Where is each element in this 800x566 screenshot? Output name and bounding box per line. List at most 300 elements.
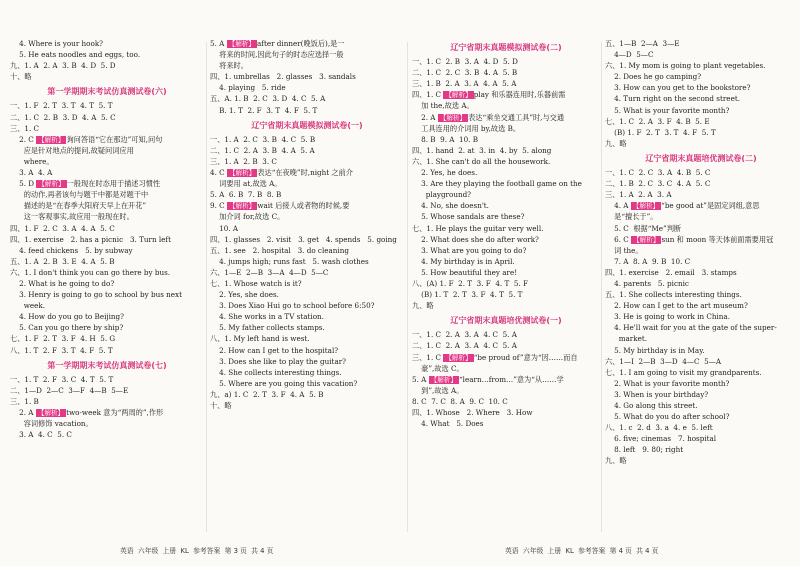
analysis-tag: 【解析】	[445, 91, 472, 100]
answer-text: 的动作,再者该句与题干中都是对题干中	[10, 190, 149, 200]
answer-line	[412, 256, 600, 267]
analysis-text: “be proud of”意为“因……而自	[473, 352, 578, 362]
answer-text: 4. No, she doesn't.	[412, 201, 489, 211]
answer-line	[10, 289, 204, 300]
answer-text: 4. Go along this street.	[605, 401, 698, 410]
answer-text: where。	[10, 156, 54, 166]
answer-line	[412, 352, 600, 363]
answer-column-3	[412, 38, 600, 429]
answer-text: 5. What do you do after school?	[605, 412, 730, 422]
answer-line	[412, 134, 600, 145]
answer-text: 2. C	[10, 134, 37, 144]
answer-line	[605, 178, 797, 189]
answer-line	[10, 245, 204, 256]
answer-text: 九、a) 1. C 2. T 3. F 4. A 5. B	[210, 389, 324, 399]
section-title: 第一学期期末考试仿真测试卷(六)	[47, 87, 167, 97]
section-title: 辽宁省期末真题模拟测试卷(一)	[251, 120, 363, 130]
answer-line	[605, 378, 797, 389]
page-footer-right: 英语 六年级 上册 KL 参考答案 第 4 页 共 4 页	[505, 547, 659, 555]
answer-line	[10, 385, 204, 396]
answer-line	[412, 396, 600, 407]
answer-text: 十、略	[210, 401, 232, 410]
answer-text: 3. A 4. C 5. C	[10, 430, 72, 440]
answer-text: 2. Yes, she does.	[210, 290, 279, 300]
answer-line	[10, 100, 204, 111]
answer-line	[210, 267, 404, 278]
answer-line	[412, 123, 600, 134]
answer-text: 三、1. C	[10, 123, 40, 133]
analysis-tag: 【解析】	[439, 113, 467, 122]
answer-text: 四、1. glasses 2. visit 3. get 4. spends 5. going	[210, 234, 397, 244]
answer-line	[210, 223, 404, 234]
analysis-text: 表达“在夜晚”时,night 之前介	[257, 168, 353, 178]
answer-text: 一、1. F 2. T 3. T 4. T 5. T	[10, 101, 113, 111]
answer-text: 四、1. exercise 2. has a picnic 3. Turn left	[10, 234, 171, 244]
analysis-text: 根据“Me”判断	[633, 223, 682, 233]
answer-text: 5. My father collects stamps.	[210, 323, 325, 333]
answer-text: 二、1. C 2. A 3. A 4. C 5. A	[412, 341, 517, 351]
section-title: 第一学期期末考试仿真测试卷(七)	[47, 360, 167, 370]
answer-text: 5. How beautiful they are!	[412, 267, 518, 277]
analysis-tag: 【解析】	[37, 409, 65, 417]
answer-line	[412, 329, 600, 340]
answer-line	[412, 178, 600, 189]
answer-line	[210, 378, 404, 389]
analysis-text: “learn…from…”意为“从……学	[459, 374, 564, 384]
answer-line	[210, 345, 404, 356]
answer-line	[10, 267, 204, 278]
answer-line	[605, 444, 797, 455]
answer-line	[210, 400, 404, 411]
answer-line	[605, 367, 797, 378]
answer-line	[10, 311, 204, 322]
answer-line	[210, 234, 404, 245]
answer-line	[210, 356, 404, 367]
answer-text: 六、1. I don't think you can go there by bus.	[10, 267, 171, 277]
answer-text: 一、1. C 2. B 3. A 4. D 5. D	[412, 57, 518, 67]
answer-line	[605, 138, 797, 149]
answer-text: 4. Turn right on the second street.	[605, 94, 740, 104]
answer-text: 六、1. She can't do all the housework.	[412, 156, 551, 166]
answer-line	[605, 200, 797, 211]
answer-text: 5. D	[10, 179, 37, 189]
section-title: 辽宁省期末真题培优测试卷(一)	[450, 316, 562, 326]
answer-text: 4. She works in a TV station.	[210, 312, 324, 322]
answer-line	[210, 200, 404, 211]
answer-text: 5. A 6. B 7. B 8. B	[210, 190, 282, 200]
answer-text: 一、1. C 2. C 3. A 4. B 5. C	[605, 168, 711, 178]
answer-line	[10, 178, 204, 189]
answer-text: 应是针对地点的提问,故疑问词应用	[10, 145, 134, 155]
answer-text: 三、1. C	[412, 352, 444, 362]
answer-text: 4. parents 5. picnic	[605, 278, 689, 288]
analysis-tag: 【解析】	[228, 202, 256, 211]
answer-text: 将来时。	[210, 61, 248, 71]
answer-line	[10, 49, 204, 60]
answer-text: 八、(A) 1. F 2. T 3. F 4. T 5. F	[412, 278, 528, 288]
answer-line	[605, 93, 797, 104]
answer-line	[412, 167, 600, 178]
answer-text: 4. jumps high; runs fast 5. wash clothes	[210, 256, 369, 266]
answer-text: 六、1. My mom is going to plant vegetables.	[605, 61, 766, 71]
answer-line	[605, 49, 797, 60]
answer-text: market.	[605, 334, 648, 344]
answer-text: 2. A	[412, 112, 438, 122]
answer-line	[412, 200, 600, 211]
answer-line	[412, 145, 600, 156]
answer-text: 2. Yes, he does.	[412, 168, 478, 178]
answer-text: 八、1. T 2. F 3. T 4. F 5. T	[10, 345, 113, 355]
answer-line	[210, 278, 404, 289]
answer-text: 5. C	[605, 223, 634, 233]
answer-line	[210, 245, 404, 256]
answer-text: 3. A 4. A	[10, 168, 53, 178]
answer-text: 3. He is going to work in China.	[605, 312, 730, 322]
answer-line	[412, 100, 600, 111]
answer-line	[412, 363, 600, 374]
answer-text: 八、1. My left hand is west.	[210, 334, 310, 344]
answer-line	[412, 223, 600, 234]
answer-text: (B) 1. F 2. T 3. T 4. F 5. T	[605, 127, 716, 137]
answer-line	[605, 345, 797, 356]
answer-text: 3. What are you going to do?	[412, 245, 527, 255]
answer-line	[210, 333, 404, 344]
answer-line	[605, 333, 797, 344]
answer-column-2	[210, 38, 404, 411]
answer-line	[10, 300, 204, 311]
answer-text: 七、1. Whose watch is it?	[210, 278, 302, 288]
answer-text: 8. B 9. A 10. B	[412, 134, 479, 144]
answer-text: 三、1. B 2. A 3. A 4. A 5. A	[412, 79, 517, 89]
answer-text: 四、1. umbrellas 2. glasses 3. sandals	[210, 72, 356, 82]
analysis-tag: 【解析】	[228, 40, 255, 48]
answer-text: 一、1. C 2. A 3. A 4. C 5. A	[412, 330, 517, 340]
answer-text: 3. Does she like to play the guitar?	[210, 356, 347, 366]
answer-line	[605, 389, 797, 400]
answer-text: 5. He eats noodles and eggs, too.	[10, 50, 141, 60]
answer-text: 七、1. I am going to visit my grandparents.	[605, 367, 762, 377]
answer-line	[210, 178, 404, 189]
answer-text: 5. What is your favorite month?	[605, 105, 730, 115]
answer-line	[10, 145, 204, 156]
answer-line	[10, 223, 204, 234]
answer-line	[10, 189, 204, 200]
answer-text: 十、略	[10, 72, 32, 82]
analysis-tag: 【解析】	[430, 375, 457, 384]
analysis-text: after dinner(晚饭后),是一	[257, 39, 345, 48]
answer-line	[412, 234, 600, 245]
answer-text: 七、1. He plays the guitar very well.	[412, 223, 544, 233]
answer-line	[210, 300, 404, 311]
answer-line	[10, 167, 204, 178]
answer-text: 4. My birthday is in April.	[412, 256, 515, 266]
answer-text: 2. What is he going to do?	[10, 278, 115, 288]
analysis-text: sun 和 moon 等天体前面需要用冠	[661, 234, 774, 244]
answer-line	[412, 385, 600, 396]
answer-line	[605, 105, 797, 116]
answer-text: 4. Where is your hook?	[10, 39, 104, 48]
answer-line	[412, 156, 600, 167]
answer-text: 三、1. A 2. B 3. C	[210, 156, 277, 166]
answer-line	[412, 211, 600, 222]
answer-line	[210, 60, 404, 71]
answer-line	[605, 400, 797, 411]
answer-line	[10, 418, 204, 429]
answer-line	[10, 60, 204, 71]
answer-line	[605, 223, 797, 234]
answer-text: 5. Whose sandals are these?	[412, 212, 525, 222]
answer-line	[210, 389, 404, 400]
answer-line	[10, 407, 204, 418]
answer-column-1	[10, 38, 204, 440]
answer-line	[605, 455, 797, 466]
answer-line	[605, 322, 797, 333]
answer-line	[605, 267, 797, 278]
answer-line	[412, 418, 600, 429]
answer-text: 4. A	[605, 201, 631, 211]
answer-line	[412, 67, 600, 78]
page-divider	[407, 42, 408, 532]
answer-line	[10, 333, 204, 344]
answer-text: 7. A 8. A 9. B 10. C	[605, 256, 691, 266]
analysis-tag: 【解析】	[38, 135, 65, 144]
answer-line	[605, 411, 797, 422]
answer-text: 四、1. Whose 2. Where 3. How	[412, 408, 533, 417]
answer-line	[210, 156, 404, 167]
answer-line	[210, 49, 404, 60]
answer-line	[210, 134, 404, 145]
answer-line	[10, 211, 204, 222]
answer-text: 描述的是“在春季大阳府天早上在开花”	[10, 201, 147, 211]
answer-text: 4—D 5—C	[605, 50, 654, 60]
answer-line	[412, 407, 600, 418]
answer-text: 容词修饰 vacation。	[10, 419, 93, 429]
answer-line	[605, 38, 797, 49]
answer-line	[605, 245, 797, 256]
answer-line	[10, 396, 204, 407]
answer-text: 6. five; cinemas 7. hospital	[605, 434, 717, 444]
answer-text: (B) 1. T 2. T 3. F 4. T 5. T	[412, 290, 523, 300]
answer-column-4	[605, 38, 797, 467]
answer-line	[412, 189, 600, 200]
answer-line	[10, 123, 204, 134]
answer-line	[210, 167, 404, 178]
answer-text: 4. playing 5. ride	[210, 83, 286, 93]
answer-text: 二、1. C 2. C 3. B 4. A 5. B	[412, 68, 518, 78]
answer-text: 10. A	[210, 223, 239, 233]
answer-line	[210, 38, 404, 49]
answer-text: 工具连用的介词用 by,故选 B。	[412, 123, 521, 133]
answer-line	[412, 89, 600, 100]
answer-line	[605, 71, 797, 82]
answer-text: 加介词 for,故选 C。	[210, 212, 285, 222]
answer-text: 四、1. hand 2. at 3. in 4. by 5. along	[412, 145, 552, 155]
answer-line	[10, 134, 204, 145]
answer-text: 6. C	[605, 234, 632, 244]
answer-line	[605, 300, 797, 311]
answer-text: 5. A	[412, 374, 429, 384]
answer-line	[210, 145, 404, 156]
answer-line	[210, 289, 404, 300]
answer-line	[412, 300, 600, 311]
answer-line	[605, 234, 797, 245]
answer-line	[412, 245, 600, 256]
answer-text: 词要用 at,故选 A。	[210, 179, 282, 189]
answer-text: 3. Does Xiao Hui go to school before 6:50?	[210, 301, 375, 311]
answer-text: 九、略	[605, 456, 627, 466]
answer-text: 七、1. F 2. T 3. F 4. H 5. G	[10, 334, 116, 344]
answer-line	[10, 234, 204, 245]
answer-text: B. 1. T 2. F 3. T 4. F 5. T	[210, 105, 318, 115]
answer-text: 2. A	[10, 408, 36, 417]
answer-line	[412, 267, 600, 278]
answer-text: 四、1. exercise 2. email 3. stamps	[605, 267, 737, 277]
analysis-tag: 【解析】	[632, 202, 660, 211]
answer-text: 五、1. She collects interesting things.	[605, 290, 742, 300]
analysis-tag: 【解析】	[445, 353, 472, 362]
answer-line	[412, 56, 600, 67]
answer-text: 四、1. F 2. C 3. A 4. A 5. C	[10, 223, 115, 233]
answer-text: 六、1—I 2—B 3—D 4—C 5—A	[605, 356, 722, 366]
answer-text: 九、略	[605, 138, 627, 148]
answer-line	[412, 278, 600, 289]
answer-line	[210, 256, 404, 267]
answer-line	[10, 429, 204, 440]
answer-text: 2. What does she do after work?	[412, 234, 539, 244]
answer-text: 3. When is your birthday?	[605, 389, 709, 399]
analysis-text: two-week 意为“两周的”,作形	[66, 408, 164, 417]
answer-text: 词 the。	[605, 245, 643, 255]
answer-text: playground?	[412, 190, 472, 200]
answer-text: 三、1. B	[10, 396, 39, 406]
analysis-text: play 和乐器连用时,乐器前需	[473, 90, 566, 100]
answer-text: 九、1. A 2. A 3. B 4. D 5. D	[10, 61, 116, 71]
answer-line	[210, 211, 404, 222]
answer-line	[605, 127, 797, 138]
answer-text: 5. A	[210, 39, 227, 48]
answer-line	[210, 82, 404, 93]
answer-line	[412, 78, 600, 89]
answer-line	[210, 71, 404, 82]
section-title: 辽宁省期末真题培优测试卷(二)	[645, 153, 757, 163]
answer-line	[210, 367, 404, 378]
answer-line	[10, 374, 204, 385]
answer-line	[605, 167, 797, 178]
answer-text: 3. Are they playing the football game on the	[412, 179, 582, 189]
answer-line	[412, 340, 600, 351]
answer-line	[605, 256, 797, 267]
answer-line	[412, 374, 600, 385]
answer-text: 5. Where are you going this vacation?	[210, 378, 358, 388]
answer-text: 一、1. T 2. F 3. C 4. T 5. T	[10, 374, 114, 384]
answer-line	[210, 322, 404, 333]
answer-line	[210, 105, 404, 116]
answer-line	[605, 311, 797, 322]
section-title: 辽宁省期末真题模拟测试卷(二)	[450, 43, 562, 52]
answer-text: 8. C 7. C 8. A 9. C 10. C	[412, 396, 508, 406]
answer-text: 三、1. A 2. A 3. A	[605, 190, 672, 200]
answer-line	[10, 200, 204, 211]
answer-line	[605, 422, 797, 433]
answer-line	[10, 278, 204, 289]
answer-text: 四、1. C	[412, 90, 444, 100]
answer-text: 4. C	[210, 168, 227, 178]
answer-text: 5. My birthday is in May.	[605, 345, 705, 355]
answer-line	[10, 38, 204, 49]
answer-line	[10, 322, 204, 333]
answer-line	[412, 112, 600, 123]
answer-text: 这一客观事实,故应用一般现在时。	[10, 212, 134, 222]
analysis-text: wait 后接人或者物的时候,要	[257, 201, 350, 211]
answer-text: 豪”,故选 C。	[412, 363, 464, 373]
answer-text: 8. left 9. 80; right	[605, 445, 684, 455]
answer-text: 2. How can I get to the hospital?	[210, 345, 339, 355]
answer-text: 2. What is your favorite month?	[605, 378, 730, 388]
answer-line	[605, 116, 797, 127]
answer-line	[605, 82, 797, 93]
answer-text: 2. How can I get to the art museum?	[605, 301, 748, 311]
answer-text: 2. Does he go camping?	[605, 72, 702, 82]
analysis-tag: 【解析】	[633, 235, 660, 244]
answer-text: 9. C	[210, 201, 227, 211]
analysis-text: 表达“乘坐交通工具”时,与交通	[468, 112, 565, 122]
answer-text: 4. feed chickens 5. by subway	[10, 245, 133, 255]
column-divider	[601, 42, 602, 532]
answer-text: 九、略	[412, 301, 434, 311]
answer-line	[10, 256, 204, 267]
answer-line	[210, 189, 404, 200]
answer-text: 五、A. 1. B 2. C 3. D 4. C 5. A	[210, 94, 326, 104]
answer-text: 六、1—E 2—B 3—A 4—D 5—C	[210, 267, 329, 277]
answer-text: 到”,故选 A。	[412, 385, 464, 395]
column-divider	[206, 42, 207, 532]
answer-line	[605, 278, 797, 289]
answer-line	[605, 356, 797, 367]
answer-text: 二、1. B 2. C 3. C 4. A 5. C	[605, 179, 711, 189]
answer-line	[605, 189, 797, 200]
answer-text: 4. What 5. Does	[412, 419, 484, 429]
answer-line	[605, 289, 797, 300]
analysis-text: 询问答语“它在那边”可知,问句	[66, 134, 163, 144]
answer-text: 二、1. C 2. B 3. D 4. A 5. C	[10, 112, 116, 122]
answer-line	[10, 71, 204, 82]
answer-text: 二、1. C 2. A 3. B 4. A 5. A	[210, 145, 315, 155]
answer-text: 二、1—D 2—C 3—F 4—B 5—E	[10, 385, 129, 395]
answer-line	[10, 112, 204, 123]
answer-line	[10, 156, 204, 167]
answer-text: 七、1. C 2. A 3. F 4. B 5. E	[605, 116, 710, 126]
analysis-tag: 【解析】	[228, 169, 256, 178]
answer-text: 4. He'll wait for you at the gate of the super-	[605, 323, 777, 333]
answer-text: 八、1. c 2. d 3. a 4. e 5. left	[605, 423, 713, 433]
answer-text: 一、1. A 2. C 3. B 4. C 5. B	[210, 134, 316, 144]
answer-line	[605, 433, 797, 444]
answer-line	[210, 93, 404, 104]
answer-line	[10, 345, 204, 356]
analysis-text: “be good at”是固定词组,意思	[661, 201, 760, 211]
answer-text: 加 the,故选 A。	[412, 101, 474, 111]
answer-text: 5. Can you go there by ship?	[10, 323, 124, 333]
page-footer-left: 英语 六年级 上册 KL 参考答案 第 3 页 共 4 页	[120, 547, 274, 555]
answer-text: 4. She collects interesting things.	[210, 367, 342, 377]
answer-line	[412, 289, 600, 300]
answer-text: 五、1—B 2—A 3—E	[605, 39, 680, 48]
analysis-tag: 【解析】	[38, 180, 65, 189]
answer-text: 3. How can you get to the bookstore?	[605, 83, 751, 93]
answer-line	[605, 211, 797, 222]
answer-text: 4. How do you go to Beijing?	[10, 312, 124, 322]
answer-text: week.	[10, 301, 46, 311]
